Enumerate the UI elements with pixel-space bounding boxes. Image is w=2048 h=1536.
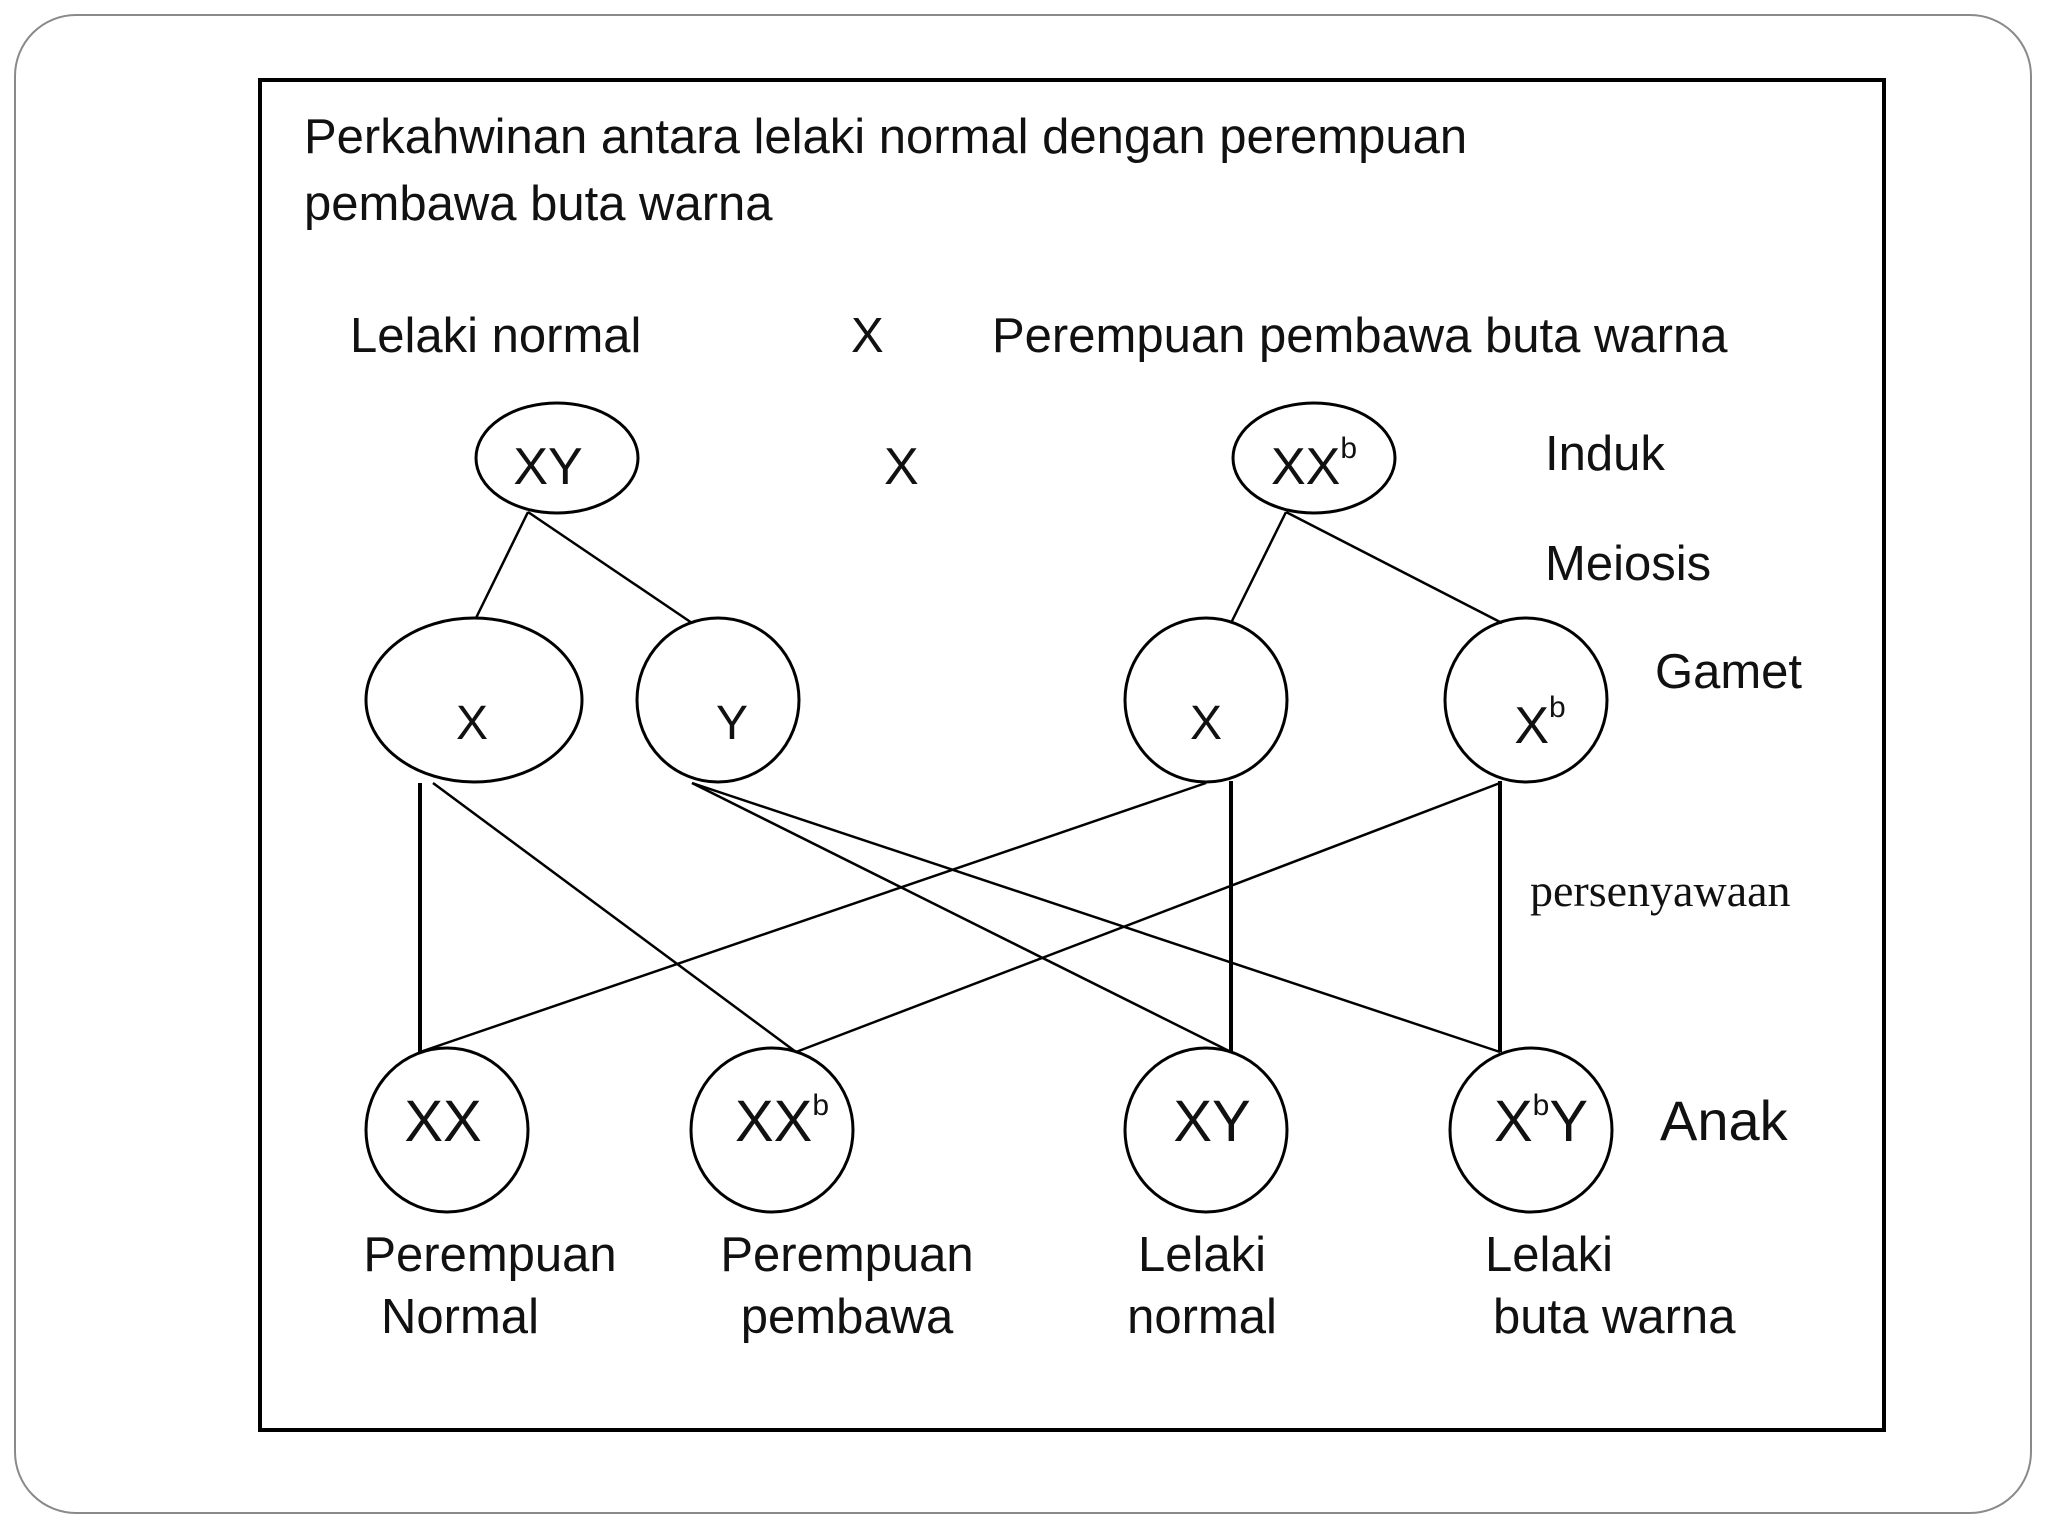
offspring-desc-4-line-1: Lelaki	[1485, 1228, 1614, 1282]
stage-label-gamet: Gamet	[1655, 645, 1803, 699]
offspring-desc-3-line-1: Lelaki	[1137, 1228, 1267, 1282]
gamete-label-2: Y	[715, 697, 749, 750]
offspring-desc-4-line-2: buta warna	[1493, 1290, 1736, 1344]
offspring-genotype-1: XX	[404, 1089, 482, 1154]
female-parent-genotype: $XX^b$	[1270, 432, 1358, 496]
offspring-desc-3-line-2: normal	[1127, 1290, 1277, 1344]
cross-symbol-parents: X	[884, 438, 919, 496]
offspring-desc-2	[720, 1224, 973, 1348]
stage-label-persenyawaan: persenyawaan	[1530, 865, 1791, 916]
offspring-desc-2-line-2: pembawa	[740, 1290, 954, 1344]
meiosis-line-male-x	[476, 512, 528, 618]
meiosis-line-female-x	[1232, 512, 1286, 621]
male-parent-genotype: XY	[513, 438, 583, 496]
offspring-desc-1	[363, 1224, 616, 1348]
gamete-label-1: X	[455, 697, 489, 750]
diagram-title-line-1: Perkahwinan antara lelaki normal dengan perempuan	[304, 110, 1468, 164]
male-parent-label: Lelaki normal	[350, 309, 642, 363]
stage-label-induk: Induk	[1545, 427, 1665, 481]
female-parent-label: Perempuan pembawa buta warna	[992, 309, 1728, 363]
offspring-desc-3	[1127, 1224, 1277, 1348]
offspring-genotype-2: $XX^b$	[734, 1089, 830, 1154]
stage-label-meiosis: Meiosis	[1545, 537, 1712, 591]
offspring-genotype-3: XY	[1173, 1089, 1251, 1154]
offspring-genotype-4: $X^bY$	[1493, 1089, 1589, 1154]
offspring-desc-1-line-1: Perempuan	[363, 1228, 617, 1282]
offspring-desc-4	[1485, 1224, 1735, 1348]
meiosis-line-female-xb	[1286, 512, 1502, 623]
meiosis-line-male-y	[528, 512, 692, 623]
stage-label-anak: Anak	[1660, 1089, 1788, 1152]
cross-symbol-header: X	[851, 309, 884, 363]
gamete-label-4: $X^b$	[1514, 691, 1566, 755]
offspring-desc-1-line-2: Normal	[381, 1290, 539, 1344]
offspring-desc-2-line-1: Perempuan	[720, 1228, 974, 1282]
diagram-title-line-2: pembawa buta warna	[304, 177, 773, 231]
gamete-label-3: X	[1189, 697, 1223, 750]
fert-line-x-to-xxb	[433, 783, 796, 1052]
